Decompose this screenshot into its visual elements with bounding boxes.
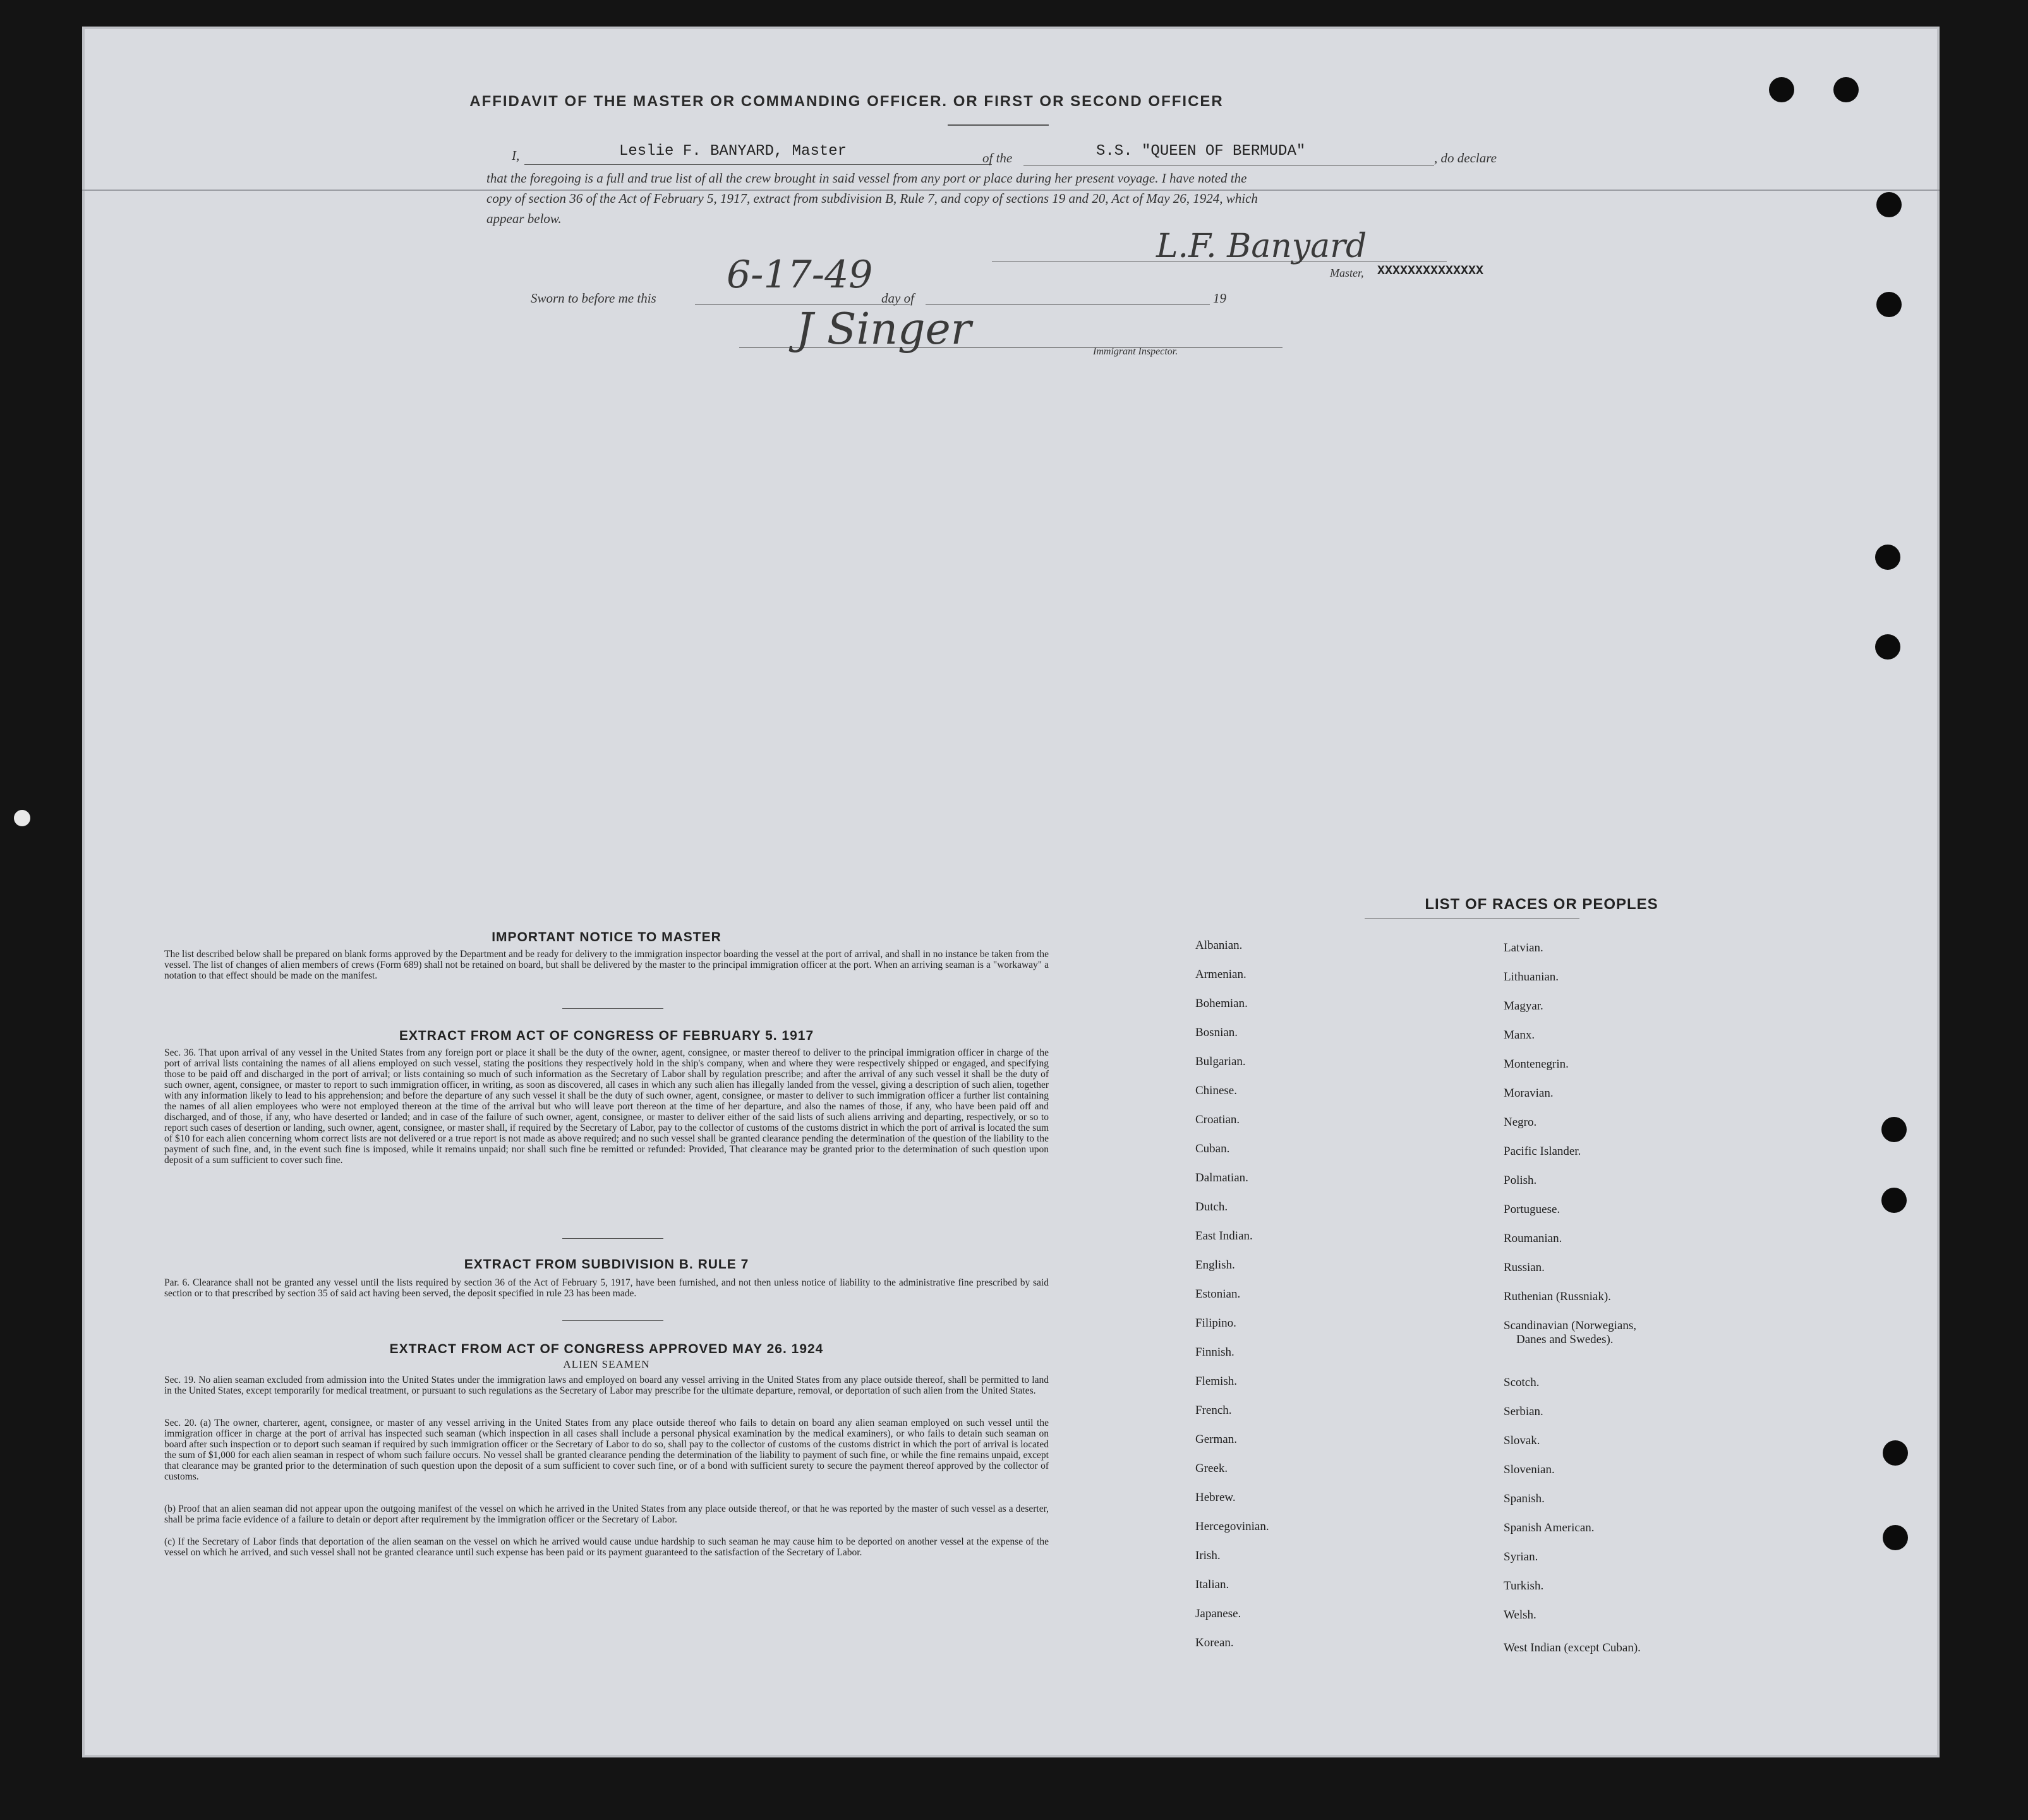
- race-item: Hebrew.: [1195, 1491, 1236, 1504]
- sworn-label: Sworn to before me this: [531, 291, 656, 306]
- punch-hole: [1881, 1117, 1907, 1142]
- race-item: East Indian.: [1195, 1229, 1253, 1243]
- inspector-signature: J Singer: [796, 304, 972, 354]
- race-item: Scotch.: [1504, 1376, 1540, 1389]
- race-item: English.: [1195, 1258, 1235, 1272]
- race-item: Scandinavian (Norwegians,: [1504, 1319, 1636, 1332]
- divider: [562, 1320, 663, 1321]
- extract-1924-title: EXTRACT FROM ACT OF CONGRESS APPROVED MAY 26. 1924: [389, 1342, 824, 1356]
- rule7-title: EXTRACT FROM SUBDIVISION B. RULE 7: [464, 1257, 749, 1272]
- notice-title: IMPORTANT NOTICE TO MASTER: [492, 930, 721, 944]
- race-item: Korean.: [1195, 1636, 1234, 1649]
- race-item: Manx.: [1504, 1028, 1535, 1042]
- race-item: Bosnian.: [1195, 1026, 1238, 1039]
- punch-hole: [1883, 1440, 1908, 1466]
- race-item: Filipino.: [1195, 1317, 1236, 1330]
- race-item: Welsh.: [1504, 1608, 1536, 1622]
- race-item: Serbian.: [1504, 1405, 1543, 1418]
- fill-line: [524, 164, 992, 165]
- race-item: Bulgarian.: [1195, 1055, 1246, 1068]
- race-item: Russian.: [1504, 1261, 1545, 1274]
- race-item: Negro.: [1504, 1116, 1537, 1129]
- master-label: Master,: [1330, 267, 1364, 279]
- day-of-label: day of: [881, 291, 914, 306]
- punch-hole: [1875, 545, 1900, 570]
- race-item: Armenian.: [1195, 968, 1246, 981]
- punch-hole: [1833, 77, 1859, 102]
- race-item: Ruthenian (Russniak).: [1504, 1290, 1611, 1303]
- sec20a-text: Sec. 20. (a) The owner, charterer, agent, consignee, or master of any vessel arriving in the United States from any place outside thereof who fails to detain on board any alien seaman employed on such vessel until the immigration officer in charge at the port of arrival has inspected such seaman (which inspection in all cases shall include a personal physical examination by the medical examiners), or who fails to detain such seaman on board after such inspection or to deport such seaman if required by such immigration officer or the Secretary of Labor to do so, shall pay to the collector of customs of the customs district in which the port of arrival is located the sum of $1,000 for each alien seaman in respect of whom such failure occurs. No vessel shall be granted clearance pending the determination of the liability to payment of such fine, or while the fine remains unpaid, except that clearance may be granted prior to the determination of such question upon the deposit of a sum sufficient to cover such fine, or of a bond with sufficient surety to secure the payment thereof approved by the collector of customs.: [164, 1418, 1049, 1482]
- film-edge-hole: [14, 810, 30, 826]
- race-item-continuation: Danes and Swedes).: [1516, 1333, 1614, 1346]
- document-page: [82, 27, 1940, 1757]
- master-title-struck: XXXXXXXXXXXXXX: [1377, 264, 1484, 279]
- divider: [948, 124, 1049, 126]
- race-item: Albanian.: [1195, 939, 1243, 952]
- sworn-date: 6-17-49: [727, 253, 873, 297]
- notice-text: The list described below shall be prepared on blank forms approved by the Department and be ready for delivery to the immigration inspector boarding the vessel at the port of arrival, and shall in no instance be taken from the vessel. The list of changes of alien members of crews (Form 689) shall not be retained on board, but shall be delivered by the master to the principal immigration officer at the port. When an arriving seaman is a "workaway" a notation to that effect should be made on the manifest.: [164, 949, 1049, 981]
- affidavit-line: appear below.: [486, 211, 562, 226]
- year-prefix: 19: [1213, 291, 1226, 306]
- race-item: Chinese.: [1195, 1084, 1237, 1097]
- race-item: Pacific Islander.: [1504, 1145, 1581, 1158]
- race-item: Spanish American.: [1504, 1521, 1595, 1534]
- race-item: Finnish.: [1195, 1346, 1234, 1359]
- punch-hole: [1876, 192, 1902, 217]
- sec20b-text: (b) Proof that an alien seaman did not appear upon the outgoing manifest of the vessel on which he arrived in the United States from any place outside thereof, or that he was reported by the master of such vessel as a deserter, shall be prima facie evidence of a failure to detain or deport after requirement by the immigration officer or the Secretary of Labor.: [164, 1504, 1049, 1525]
- race-item: Slovenian.: [1504, 1463, 1555, 1476]
- punch-hole: [1876, 292, 1902, 317]
- race-item: Hercegovinian.: [1195, 1520, 1269, 1533]
- race-item: Dutch.: [1195, 1200, 1228, 1214]
- race-item: Croatian.: [1195, 1113, 1240, 1126]
- race-item: Cuban.: [1195, 1142, 1230, 1155]
- affidavit-line: copy of section 36 of the Act of February 5, 1917, extract from subdivision B, Rule 7, and copy of sections 19 and 20, Act of May 26, 1924, which: [486, 191, 1258, 206]
- race-item: Irish.: [1195, 1549, 1221, 1562]
- race-item: Spanish.: [1504, 1492, 1545, 1505]
- race-item: Dalmatian.: [1195, 1171, 1248, 1184]
- do-declare-label: , do declare: [1434, 150, 1497, 166]
- race-item: Turkish.: [1504, 1579, 1544, 1593]
- punch-hole: [1881, 1188, 1907, 1213]
- i-label: I,: [512, 148, 520, 163]
- race-item: Slovak.: [1504, 1434, 1540, 1447]
- master-signature: L.F. Banyard: [1156, 227, 1367, 265]
- race-item: Japanese.: [1195, 1607, 1241, 1620]
- race-item: Bohemian.: [1195, 997, 1248, 1010]
- punch-hole: [1875, 634, 1900, 660]
- race-item: Moravian.: [1504, 1087, 1554, 1100]
- sec19-text: Sec. 19. No alien seaman excluded from admission into the United States under the immigration laws and employed on board any vessel arriving in the United States from any place outside thereof, shall be permitted to land in the United States, except temporarily for medical treatment, or pursuant to such regulations as the Secretary of Labor may prescribe for the ultimate departure, removal, or deportation of such alien from the United States.: [164, 1375, 1049, 1396]
- affidavit-line: that the foregoing is a full and true list of all the crew brought in said vessel from any port or place during her present voyage. I have noted the: [486, 171, 1247, 186]
- extract-1917-text: Sec. 36. That upon arrival of any vessel in the United States from any foreign port or place it shall be the duty of the owner, agent, consignee, or master thereof to deliver to the principal immigration officer in charge of the port of arrival lists containing the names of all aliens employed on such vessel, stating the positions they respectively hold in the ship's company, when and where they were respectively shipped or engaged, and specifying those to be paid off and discharged in the port of arrival; or lists containing so much of such information as the Secretary of Labor shall by regulation prescribe; and after the arrival of any such vessel it shall be the duty of such owner, agent, consignee, or master to report to such immigration officer, in writing, as soon as discovered, all cases in which any such alien has illegally landed from the vessel, giving a description of such alien, together with any information likely to lead to his apprehension; and before the departure of any such vessel it shall be the duty of such owner, agent, consignee, or master to deliver to such immigration officer a further list containing the names of all alien employees who were not employed thereon at the time of the arrival but who will leave port thereon at the time of her departure, and also the names of those, if any, who have been paid off and discharged, and of those, if any, who have deserted or landed; and in case of the failure of such owner, agent, consignee, or master to deliver either of the said lists of such aliens arriving and departing, respectively, or so to report such cases of desertion or landing, such owner, agent, consignee, or master shall, if required by the Secretary of Labor, pay to the collector of customs of the customs district in which the port of arrival is located the sum of $10 for each alien concerning whom correct lists are not delivered or a true report is not made as above required; and no such vessel shall be granted clearance pending the determination of the question of the liability to the payment of such fine, and, in the event such fine is imposed, while it remains unpaid; nor shall such fine be remitted or refunded: Provided, That clearance may be granted prior to the determination of such question upon deposit of a sum sufficient to cover such fine.: [164, 1047, 1049, 1166]
- sec20c-text: (c) If the Secretary of Labor finds that deportation of the alien seaman on the vessel on which he arrived would cause undue hardship to such seaman he may cause him to be deported on another vessel at the expense of the vessel on which he arrived, and such vessel shall not be granted clearance until such expense has been paid or its payment guaranteed to the satisfaction of the Secretary of Labor.: [164, 1536, 1049, 1558]
- extract-1917-title: EXTRACT FROM ACT OF CONGRESS OF FEBRUARY 5. 1917: [399, 1028, 814, 1043]
- race-item: Roumanian.: [1504, 1232, 1562, 1245]
- race-item: Flemish.: [1195, 1375, 1237, 1388]
- race-item: Magyar.: [1504, 999, 1543, 1013]
- of-the-label: of the: [982, 150, 1013, 166]
- divider: [562, 1238, 663, 1239]
- master-name: Leslie F. BANYARD, Master: [619, 143, 847, 160]
- race-item: Estonian.: [1195, 1287, 1241, 1301]
- punch-hole: [1883, 1525, 1908, 1550]
- race-item: Portuguese.: [1504, 1203, 1560, 1216]
- affidavit-title: AFFIDAVIT OF THE MASTER OR COMMANDING OFFICER. OR FIRST OR SECOND OFFICER: [469, 93, 1224, 110]
- race-item: Montenegrin.: [1504, 1058, 1569, 1071]
- race-item: West Indian (except Cuban).: [1504, 1641, 1641, 1654]
- race-item: Italian.: [1195, 1578, 1229, 1591]
- race-item: Latvian.: [1504, 941, 1543, 955]
- rule7-text: Par. 6. Clearance shall not be granted any vessel until the lists required by section 36 of the Act of February 5, 1917, have been furnished, and not then unless notice of liability to the administrative fine prescribed by said section or to that prescribed by section 35 of said act having been served, the deposit specified in rule 23 has been made.: [164, 1277, 1049, 1299]
- inspector-label: Immigrant Inspector.: [1093, 346, 1178, 357]
- race-item: Greek.: [1195, 1462, 1228, 1475]
- punch-hole: [1769, 77, 1794, 102]
- race-item: Syrian.: [1504, 1550, 1538, 1564]
- races-title: LIST OF RACES OR PEOPLES: [1425, 896, 1658, 913]
- extract-1924-subtitle: ALIEN SEAMEN: [563, 1358, 650, 1370]
- vessel-name: S.S. "QUEEN OF BERMUDA": [1096, 143, 1306, 160]
- race-item: Polish.: [1504, 1174, 1537, 1187]
- race-item: Lithuanian.: [1504, 970, 1559, 984]
- divider: [562, 1008, 663, 1009]
- race-item: German.: [1195, 1433, 1237, 1446]
- race-item: French.: [1195, 1404, 1232, 1417]
